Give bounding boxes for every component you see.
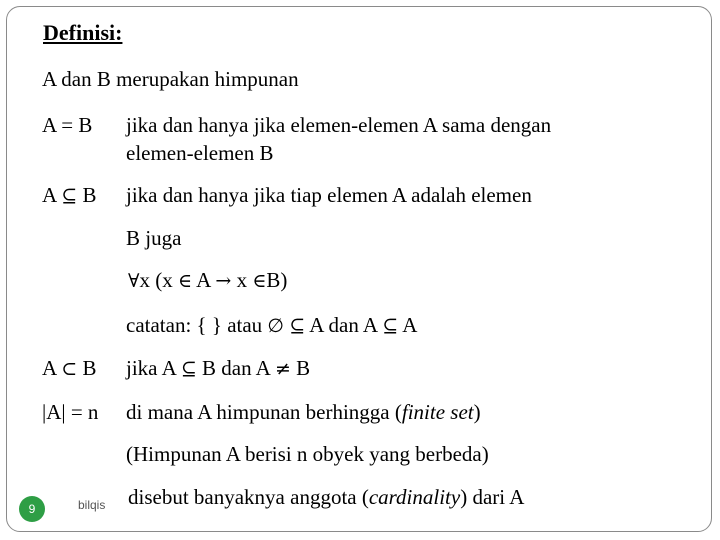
- proper-lhs-a: A: [42, 356, 57, 380]
- note-line: [126, 312, 417, 339]
- equality-lhs: A = B: [42, 113, 93, 137]
- empty-set-symbol: ∅: [267, 315, 284, 337]
- equality-rhs-line2: elemen-elemen B: [126, 141, 274, 165]
- formula-part4: B): [266, 268, 288, 292]
- cardinality-rhs-pre: di mana A himpunan berhingga (: [126, 400, 402, 424]
- formula-part3: x: [236, 268, 248, 292]
- proper-rhs-pre: jika A: [126, 356, 176, 380]
- not-equal-symbol: ≠: [274, 358, 291, 380]
- cardinality-rhs-italic: finite set: [401, 400, 474, 424]
- cardinality-rhs-post: ): [473, 400, 481, 424]
- proper-subset-rhs: [126, 355, 310, 382]
- subset-lhs: [42, 182, 96, 209]
- subset-symbol: ⊆: [61, 185, 78, 207]
- note-label: catatan: { } atau: [126, 313, 263, 337]
- note-subset-symbol-1: ⊆: [289, 315, 306, 337]
- element-of-symbol: ∈: [177, 270, 193, 292]
- cardinality-rhs: [126, 399, 481, 425]
- subset-lhs-a: A: [42, 183, 57, 207]
- implies-arrow-symbol: →: [215, 270, 232, 292]
- slide-title: Definisi:: [43, 20, 123, 45]
- element-of-symbol-2: ∈: [252, 270, 267, 292]
- proper-subset-lhs: [42, 355, 96, 382]
- note-part-b: A: [402, 313, 418, 337]
- formula-part1: x (x: [139, 268, 173, 292]
- proper-rhs-mid: B dan A: [202, 356, 270, 380]
- cardinality-line3-italic: cardinality: [368, 485, 461, 509]
- cardinality-line3-pre: disebut banyaknya anggota (: [128, 485, 369, 509]
- cardinality-line2: (Himpunan A berisi n obyek yang berbeda): [126, 442, 489, 466]
- intro-text: A dan B merupakan himpunan: [42, 67, 299, 91]
- cardinality-lhs: |A| = n: [42, 400, 99, 424]
- slide-number-badge: 9: [19, 496, 45, 522]
- note-subset-symbol-2: ⊆: [382, 315, 399, 337]
- proper-lhs-b: B: [82, 356, 97, 380]
- equality-rhs-line1: jika dan hanya jika elemen-elemen A sama dengan: [126, 113, 552, 137]
- subset-formula: [128, 267, 287, 294]
- subset-rhs-line2: B juga: [126, 226, 182, 250]
- proper-rhs-subset-symbol: ⊆: [180, 358, 197, 380]
- footer-author: bilqis: [78, 498, 106, 512]
- note-part-a: A dan A: [309, 313, 377, 337]
- cardinality-line3: [128, 484, 524, 510]
- subset-rhs-line1: jika dan hanya jika tiap elemen A adalah elemen: [126, 183, 532, 207]
- cardinality-line3-post: ) dari A: [460, 485, 525, 509]
- proper-subset-symbol: ⊂: [61, 358, 78, 380]
- subset-lhs-b: B: [82, 183, 97, 207]
- forall-symbol: ∀: [128, 270, 140, 292]
- formula-part2: A: [196, 268, 211, 292]
- proper-rhs-post: B: [296, 356, 311, 380]
